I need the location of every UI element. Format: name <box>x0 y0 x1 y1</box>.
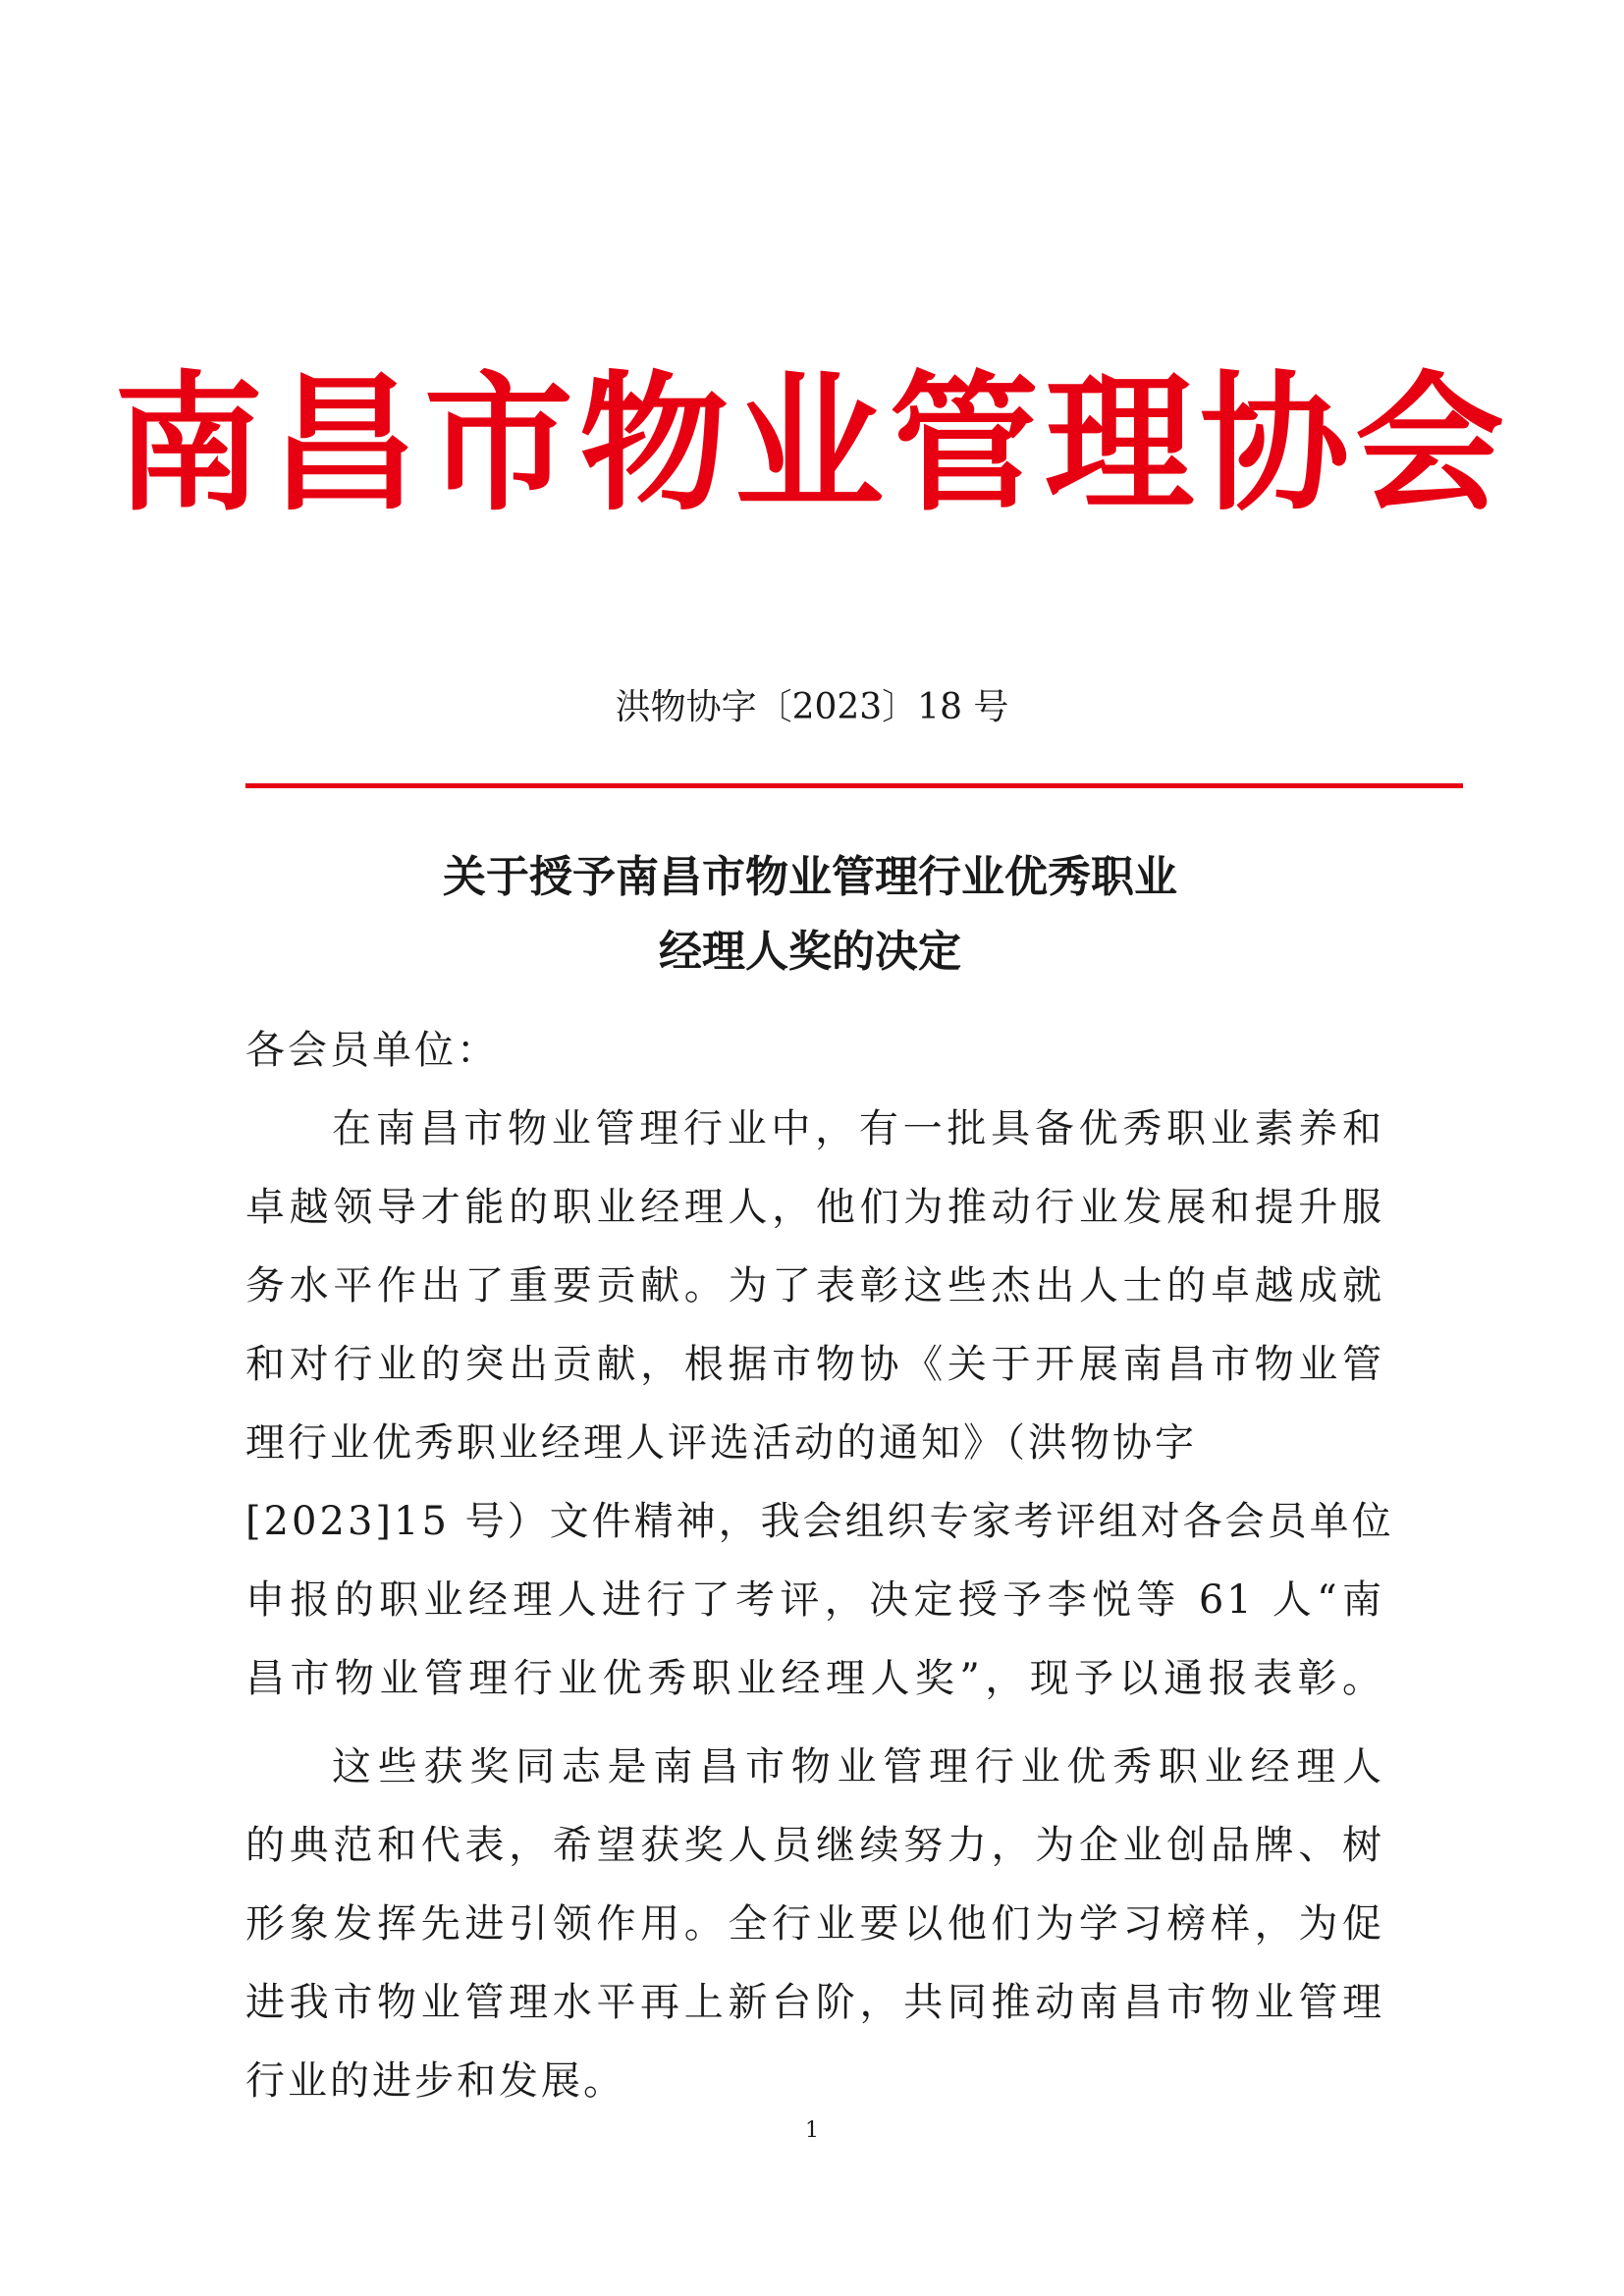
document-title <box>245 840 1375 989</box>
page-number: 1 <box>805 2118 819 2143</box>
paragraph-line: 卓越领导才能的职业经理人，他们为推动行业发展和提升服 <box>245 1185 1384 1230</box>
paragraph-line: 理行业优秀职业经理人评选活动的通知》（洪物协字 <box>245 1420 1197 1466</box>
paragraph-line: 这些获奖同志是南昌市物业管理行业优秀职业经理人 <box>332 1744 1384 1789</box>
salutation: 各会员单位： <box>245 1028 499 1073</box>
paragraph-line: 形象发挥先进引领作用。全行业要以他们为学习榜样，为促 <box>245 1901 1384 1947</box>
paragraph-line: [2023]15 号）文件精神，我会组织专家考评组对各会员单位 <box>245 1499 1394 1544</box>
title-line-2: 经理人奖的决定 <box>659 927 961 977</box>
paragraph-line: 在南昌市物业管理行业中，有一批具备优秀职业素养和 <box>332 1106 1384 1151</box>
title-line-1: 关于授予南昌市物业管理行业优秀职业 <box>443 852 1177 902</box>
masthead: 南昌市物业管理协会 <box>114 357 1510 531</box>
paragraph-line: 昌市物业管理行业优秀职业经理人奖”，现予以通报表彰。 <box>245 1656 1384 1701</box>
paragraph-line: 和对行业的突出贡献，根据市物协《关于开展南昌市物业管 <box>245 1342 1384 1387</box>
paragraph-line: 务水平作出了重要贡献。为了表彰这些杰出人士的卓越成就 <box>245 1263 1384 1308</box>
paragraph-line: 进我市物业管理水平再上新台阶，共同推动南昌市物业管理 <box>245 1980 1384 2025</box>
paragraph-line: 行业的进步和发展。 <box>245 2058 625 2104</box>
red-divider <box>245 783 1463 788</box>
paragraph-line: 申报的职业经理人进行了考评，决定授予李悦等 61 人“南 <box>245 1577 1384 1623</box>
paragraph-line: 的典范和代表，希望获奖人员继续努力，为企业创品牌、树 <box>245 1823 1384 1868</box>
document-number: 洪物协字〔2023〕18 号 <box>615 687 1009 727</box>
